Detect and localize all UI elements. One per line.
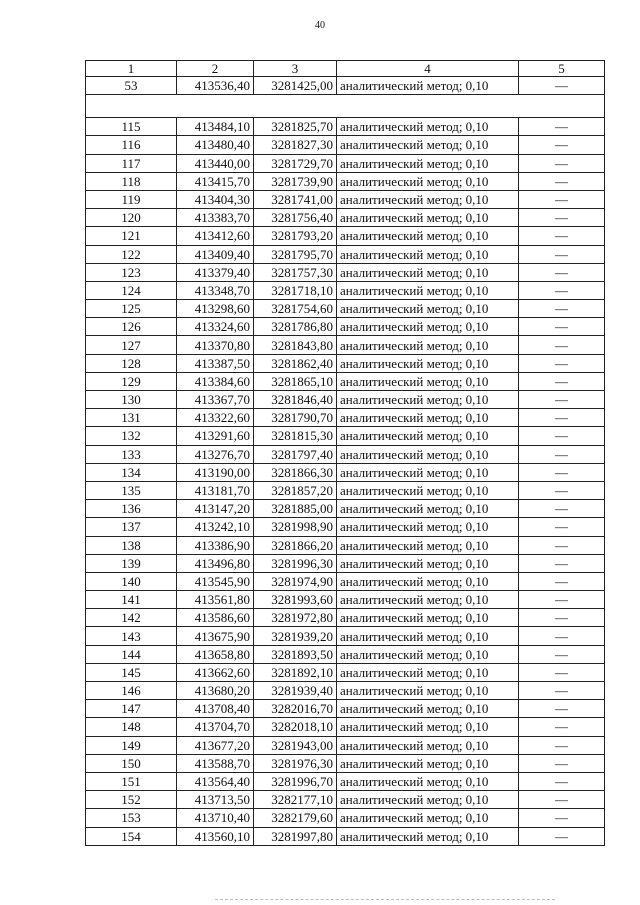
- x-coordinate-cell: 413704,70: [177, 718, 254, 736]
- error-cell: —: [519, 427, 605, 445]
- table-header-row: [86, 61, 605, 77]
- table-row: [86, 718, 605, 736]
- point-number-cell: 133: [86, 445, 177, 463]
- method-accuracy-cell: аналитический метод; 0,10: [337, 718, 519, 736]
- x-coordinate-cell: 413680,20: [177, 682, 254, 700]
- header-col-4: 4: [337, 61, 519, 77]
- point-number-cell: 136: [86, 500, 177, 518]
- y-coordinate-cell: 3281729,70: [254, 154, 337, 172]
- y-coordinate-cell: 3281756,40: [254, 209, 337, 227]
- y-coordinate-cell: 3281857,20: [254, 481, 337, 499]
- x-coordinate-cell: 413496,80: [177, 554, 254, 572]
- contour-separator-row: [86, 95, 605, 118]
- table-row: [86, 245, 605, 263]
- point-number-cell: 123: [86, 263, 177, 281]
- point-number-cell: 134: [86, 463, 177, 481]
- error-cell: —: [519, 772, 605, 790]
- method-accuracy-cell: аналитический метод; 0,10: [337, 154, 519, 172]
- error-cell: —: [519, 372, 605, 390]
- y-coordinate-cell: 3281843,80: [254, 336, 337, 354]
- y-coordinate-cell: 3281786,80: [254, 318, 337, 336]
- table-row: [86, 281, 605, 299]
- error-cell: —: [519, 627, 605, 645]
- method-accuracy-cell: аналитический метод; 0,10: [337, 645, 519, 663]
- table-body-top: [86, 77, 605, 95]
- method-accuracy-cell: аналитический метод; 0,10: [337, 445, 519, 463]
- method-accuracy-cell: аналитический метод; 0,10: [337, 427, 519, 445]
- table-row: [86, 318, 605, 336]
- point-number-cell: 127: [86, 336, 177, 354]
- point-number-cell: 140: [86, 572, 177, 590]
- table-row: [86, 136, 605, 154]
- error-cell: —: [519, 172, 605, 190]
- error-cell: —: [519, 609, 605, 627]
- error-cell: —: [519, 227, 605, 245]
- y-coordinate-cell: 3281976,30: [254, 754, 337, 772]
- header-col-2: 2: [177, 61, 254, 77]
- y-coordinate-cell: 3281996,30: [254, 554, 337, 572]
- point-number-cell: 153: [86, 809, 177, 827]
- page-number: 40: [315, 20, 325, 31]
- method-accuracy-cell: аналитический метод; 0,10: [337, 227, 519, 245]
- method-accuracy-cell: аналитический метод; 0,10: [337, 772, 519, 790]
- error-cell: —: [519, 263, 605, 281]
- point-number-cell: 147: [86, 700, 177, 718]
- y-coordinate-cell: 3281741,00: [254, 190, 337, 208]
- y-coordinate-cell: 3281939,20: [254, 627, 337, 645]
- x-coordinate-cell: 413298,60: [177, 300, 254, 318]
- method-accuracy-cell: аналитический метод; 0,10: [337, 554, 519, 572]
- method-accuracy-cell: аналитический метод; 0,10: [337, 518, 519, 536]
- error-cell: —: [519, 354, 605, 372]
- error-cell: —: [519, 809, 605, 827]
- error-cell: —: [519, 754, 605, 772]
- header-col-5: 5: [519, 61, 605, 77]
- method-accuracy-cell: аналитический метод; 0,10: [337, 391, 519, 409]
- table-row: [86, 500, 605, 518]
- error-cell: —: [519, 700, 605, 718]
- error-cell: —: [519, 554, 605, 572]
- y-coordinate-cell: 3282016,70: [254, 700, 337, 718]
- error-cell: —: [519, 281, 605, 299]
- x-coordinate-cell: 413242,10: [177, 518, 254, 536]
- error-cell: —: [519, 209, 605, 227]
- point-number-cell: 130: [86, 391, 177, 409]
- x-coordinate-cell: 413190,00: [177, 463, 254, 481]
- method-accuracy-cell: аналитический метод; 0,10: [337, 682, 519, 700]
- table-row: [86, 463, 605, 481]
- table-row: [86, 336, 605, 354]
- error-cell: —: [519, 536, 605, 554]
- y-coordinate-cell: 3281885,00: [254, 500, 337, 518]
- table-row: [86, 572, 605, 590]
- method-accuracy-cell: аналитический метод; 0,10: [337, 263, 519, 281]
- point-number-cell: 151: [86, 772, 177, 790]
- point-number-cell: 126: [86, 318, 177, 336]
- point-number-cell: 115: [86, 118, 177, 136]
- method-accuracy-cell: аналитический метод; 0,10: [337, 754, 519, 772]
- point-number-cell: 117: [86, 154, 177, 172]
- method-accuracy-cell: аналитический метод; 0,10: [337, 663, 519, 681]
- error-cell: —: [519, 572, 605, 590]
- x-coordinate-cell: 413181,70: [177, 481, 254, 499]
- error-cell: —: [519, 154, 605, 172]
- x-coordinate-cell: 413545,90: [177, 572, 254, 590]
- x-coordinate-cell: 413409,40: [177, 245, 254, 263]
- x-coordinate-cell: 413384,60: [177, 372, 254, 390]
- y-coordinate-cell: 3281754,60: [254, 300, 337, 318]
- x-coordinate-cell: 413147,20: [177, 500, 254, 518]
- y-coordinate-cell: 3281846,40: [254, 391, 337, 409]
- table-row: [86, 736, 605, 754]
- table-row: [86, 663, 605, 681]
- x-coordinate-cell: 413367,70: [177, 391, 254, 409]
- x-coordinate-cell: 413586,60: [177, 609, 254, 627]
- table-row: [86, 445, 605, 463]
- method-accuracy-cell: аналитический метод; 0,10: [337, 572, 519, 590]
- error-cell: —: [519, 591, 605, 609]
- point-number-cell: 124: [86, 281, 177, 299]
- point-number-cell: 121: [86, 227, 177, 245]
- point-number-cell: 129: [86, 372, 177, 390]
- method-accuracy-cell: аналитический метод; 0,10: [337, 300, 519, 318]
- point-number-cell: 120: [86, 209, 177, 227]
- y-coordinate-cell: 3281862,40: [254, 354, 337, 372]
- error-cell: —: [519, 518, 605, 536]
- point-number-cell: 53: [86, 77, 177, 95]
- table-row: [86, 354, 605, 372]
- table-row: [86, 645, 605, 663]
- y-coordinate-cell: 3281996,70: [254, 772, 337, 790]
- error-cell: —: [519, 718, 605, 736]
- x-coordinate-cell: 413588,70: [177, 754, 254, 772]
- error-cell: —: [519, 336, 605, 354]
- table-row: [86, 409, 605, 427]
- method-accuracy-cell: аналитический метод; 0,10: [337, 736, 519, 754]
- error-cell: —: [519, 245, 605, 263]
- y-coordinate-cell: 3281815,30: [254, 427, 337, 445]
- x-coordinate-cell: 413322,60: [177, 409, 254, 427]
- point-number-cell: 137: [86, 518, 177, 536]
- scan-artifact-line: [215, 899, 555, 903]
- method-accuracy-cell: аналитический метод; 0,10: [337, 791, 519, 809]
- method-accuracy-cell: аналитический метод; 0,10: [337, 700, 519, 718]
- error-cell: —: [519, 136, 605, 154]
- table-row: [86, 754, 605, 772]
- table-row: [86, 809, 605, 827]
- error-cell: —: [519, 300, 605, 318]
- x-coordinate-cell: 413713,50: [177, 791, 254, 809]
- point-number-cell: 122: [86, 245, 177, 263]
- error-cell: —: [519, 118, 605, 136]
- error-cell: —: [519, 77, 605, 95]
- method-accuracy-cell: аналитический метод; 0,10: [337, 481, 519, 499]
- method-accuracy-cell: аналитический метод; 0,10: [337, 372, 519, 390]
- method-accuracy-cell: аналитический метод; 0,10: [337, 77, 519, 95]
- method-accuracy-cell: аналитический метод; 0,10: [337, 190, 519, 208]
- method-accuracy-cell: аналитический метод; 0,10: [337, 500, 519, 518]
- table-row: [86, 481, 605, 499]
- point-number-cell: 152: [86, 791, 177, 809]
- point-number-cell: 125: [86, 300, 177, 318]
- method-accuracy-cell: аналитический метод; 0,10: [337, 609, 519, 627]
- point-number-cell: 144: [86, 645, 177, 663]
- x-coordinate-cell: 413386,90: [177, 536, 254, 554]
- table-row: [86, 372, 605, 390]
- y-coordinate-cell: 3281827,30: [254, 136, 337, 154]
- x-coordinate-cell: 413415,70: [177, 172, 254, 190]
- table-row: [86, 209, 605, 227]
- x-coordinate-cell: 413560,10: [177, 827, 254, 845]
- point-number-cell: 128: [86, 354, 177, 372]
- table-row: [86, 827, 605, 845]
- x-coordinate-cell: 413536,40: [177, 77, 254, 95]
- point-number-cell: 131: [86, 409, 177, 427]
- y-coordinate-cell: 3281993,60: [254, 591, 337, 609]
- error-cell: —: [519, 318, 605, 336]
- y-coordinate-cell: 3281998,90: [254, 518, 337, 536]
- contour-separator-cell: [86, 95, 605, 118]
- y-coordinate-cell: 3281790,70: [254, 409, 337, 427]
- x-coordinate-cell: 413561,80: [177, 591, 254, 609]
- y-coordinate-cell: 3281972,80: [254, 609, 337, 627]
- y-coordinate-cell: 3281974,90: [254, 572, 337, 590]
- error-cell: —: [519, 409, 605, 427]
- method-accuracy-cell: аналитический метод; 0,10: [337, 354, 519, 372]
- x-coordinate-cell: 413710,40: [177, 809, 254, 827]
- y-coordinate-cell: 3281997,80: [254, 827, 337, 845]
- method-accuracy-cell: аналитический метод; 0,10: [337, 136, 519, 154]
- y-coordinate-cell: 3282177,10: [254, 791, 337, 809]
- x-coordinate-cell: 413675,90: [177, 627, 254, 645]
- x-coordinate-cell: 413480,40: [177, 136, 254, 154]
- method-accuracy-cell: аналитический метод; 0,10: [337, 463, 519, 481]
- table-row: [86, 591, 605, 609]
- point-number-cell: 139: [86, 554, 177, 572]
- y-coordinate-cell: 3282018,10: [254, 718, 337, 736]
- table-row: [86, 154, 605, 172]
- x-coordinate-cell: 413370,80: [177, 336, 254, 354]
- y-coordinate-cell: 3281939,40: [254, 682, 337, 700]
- point-number-cell: 143: [86, 627, 177, 645]
- error-cell: —: [519, 500, 605, 518]
- error-cell: —: [519, 190, 605, 208]
- method-accuracy-cell: аналитический метод; 0,10: [337, 827, 519, 845]
- error-cell: —: [519, 463, 605, 481]
- method-accuracy-cell: аналитический метод; 0,10: [337, 245, 519, 263]
- y-coordinate-cell: 3281893,50: [254, 645, 337, 663]
- method-accuracy-cell: аналитический метод; 0,10: [337, 809, 519, 827]
- x-coordinate-cell: 413484,10: [177, 118, 254, 136]
- point-number-cell: 145: [86, 663, 177, 681]
- x-coordinate-cell: 413412,60: [177, 227, 254, 245]
- point-number-cell: 154: [86, 827, 177, 845]
- table-row: [86, 554, 605, 572]
- point-number-cell: 148: [86, 718, 177, 736]
- method-accuracy-cell: аналитический метод; 0,10: [337, 118, 519, 136]
- y-coordinate-cell: 3281866,30: [254, 463, 337, 481]
- point-number-cell: 116: [86, 136, 177, 154]
- table-row: [86, 190, 605, 208]
- method-accuracy-cell: аналитический метод; 0,10: [337, 172, 519, 190]
- x-coordinate-cell: 413677,20: [177, 736, 254, 754]
- x-coordinate-cell: 413564,40: [177, 772, 254, 790]
- method-accuracy-cell: аналитический метод; 0,10: [337, 209, 519, 227]
- table-row: [86, 791, 605, 809]
- table-row: [86, 700, 605, 718]
- point-number-cell: 132: [86, 427, 177, 445]
- y-coordinate-cell: 3281797,40: [254, 445, 337, 463]
- x-coordinate-cell: 413276,70: [177, 445, 254, 463]
- table-row: [86, 609, 605, 627]
- table-row: [86, 172, 605, 190]
- method-accuracy-cell: аналитический метод; 0,10: [337, 336, 519, 354]
- method-accuracy-cell: аналитический метод; 0,10: [337, 536, 519, 554]
- table-row: [86, 627, 605, 645]
- y-coordinate-cell: 3281892,10: [254, 663, 337, 681]
- point-number-cell: 142: [86, 609, 177, 627]
- error-cell: —: [519, 645, 605, 663]
- point-number-cell: 141: [86, 591, 177, 609]
- y-coordinate-cell: 3281795,70: [254, 245, 337, 263]
- y-coordinate-cell: 3282179,60: [254, 809, 337, 827]
- table-row: [86, 300, 605, 318]
- y-coordinate-cell: 3281865,10: [254, 372, 337, 390]
- x-coordinate-cell: 413291,60: [177, 427, 254, 445]
- y-coordinate-cell: 3281943,00: [254, 736, 337, 754]
- table-row: [86, 682, 605, 700]
- x-coordinate-cell: 413348,70: [177, 281, 254, 299]
- point-number-cell: 149: [86, 736, 177, 754]
- error-cell: —: [519, 682, 605, 700]
- method-accuracy-cell: аналитический метод; 0,10: [337, 281, 519, 299]
- point-number-cell: 146: [86, 682, 177, 700]
- header-col-1: 1: [86, 61, 177, 77]
- coordinates-table: [85, 60, 605, 846]
- table-row: [86, 227, 605, 245]
- x-coordinate-cell: 413708,40: [177, 700, 254, 718]
- y-coordinate-cell: 3281825,70: [254, 118, 337, 136]
- x-coordinate-cell: 413404,30: [177, 190, 254, 208]
- table-row: [86, 77, 605, 95]
- y-coordinate-cell: 3281757,30: [254, 263, 337, 281]
- table-row: [86, 391, 605, 409]
- method-accuracy-cell: аналитический метод; 0,10: [337, 318, 519, 336]
- error-cell: —: [519, 791, 605, 809]
- table-row: [86, 536, 605, 554]
- table-row: [86, 518, 605, 536]
- y-coordinate-cell: 3281739,90: [254, 172, 337, 190]
- x-coordinate-cell: 413379,40: [177, 263, 254, 281]
- point-number-cell: 119: [86, 190, 177, 208]
- table-row: [86, 772, 605, 790]
- error-cell: —: [519, 391, 605, 409]
- method-accuracy-cell: аналитический метод; 0,10: [337, 409, 519, 427]
- table-row: [86, 118, 605, 136]
- error-cell: —: [519, 827, 605, 845]
- error-cell: —: [519, 736, 605, 754]
- table-row: [86, 427, 605, 445]
- header-col-3: 3: [254, 61, 337, 77]
- point-number-cell: 118: [86, 172, 177, 190]
- x-coordinate-cell: 413387,50: [177, 354, 254, 372]
- point-number-cell: 150: [86, 754, 177, 772]
- error-cell: —: [519, 481, 605, 499]
- method-accuracy-cell: аналитический метод; 0,10: [337, 627, 519, 645]
- error-cell: —: [519, 663, 605, 681]
- y-coordinate-cell: 3281793,20: [254, 227, 337, 245]
- table-gap: [86, 95, 605, 118]
- method-accuracy-cell: аналитический метод; 0,10: [337, 591, 519, 609]
- table-body-main: [86, 118, 605, 846]
- point-number-cell: 135: [86, 481, 177, 499]
- y-coordinate-cell: 3281866,20: [254, 536, 337, 554]
- error-cell: —: [519, 445, 605, 463]
- y-coordinate-cell: 3281425,00: [254, 77, 337, 95]
- x-coordinate-cell: 413440,00: [177, 154, 254, 172]
- x-coordinate-cell: 413324,60: [177, 318, 254, 336]
- point-number-cell: 138: [86, 536, 177, 554]
- table-row: [86, 263, 605, 281]
- y-coordinate-cell: 3281718,10: [254, 281, 337, 299]
- x-coordinate-cell: 413658,80: [177, 645, 254, 663]
- x-coordinate-cell: 413662,60: [177, 663, 254, 681]
- x-coordinate-cell: 413383,70: [177, 209, 254, 227]
